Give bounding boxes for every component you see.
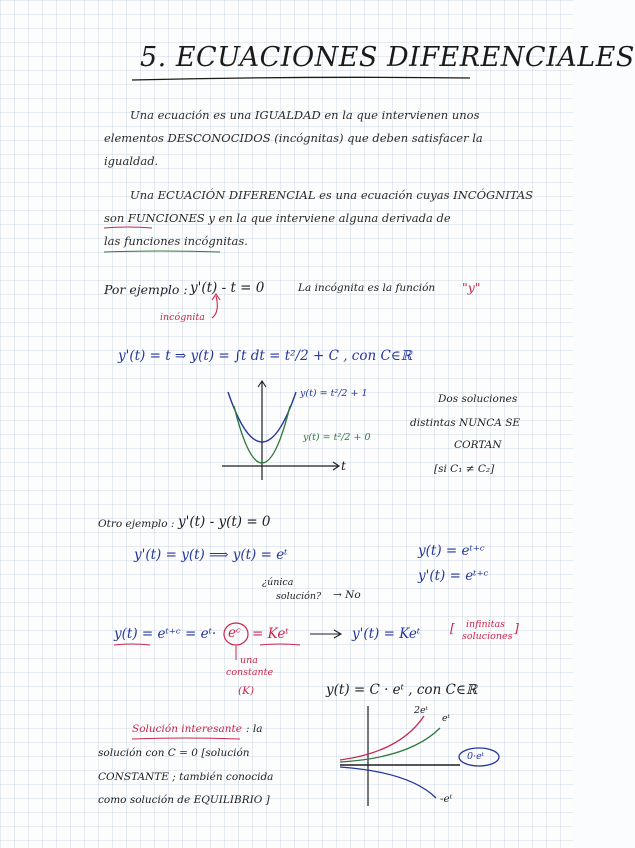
interesting-line-2: solución con C = 0 [solución bbox=[98, 747, 250, 759]
example1-comment: La incógnita es la función bbox=[298, 282, 436, 294]
alt-solution-1: y(t) = eᵗ⁺ᶜ bbox=[418, 543, 485, 559]
alt-solution-2: y'(t) = eᵗ⁺ᶜ bbox=[418, 568, 489, 584]
intro-line-2: elementos DESCONOCIDOS (incógnitas) que deben satisfacer la bbox=[104, 131, 483, 145]
note-line-3: CORTAN bbox=[454, 439, 502, 451]
intro-line-3: igualdad. bbox=[104, 154, 159, 168]
interesting-heading: Solución interesante bbox=[132, 723, 242, 735]
example1-var: "y" bbox=[462, 280, 481, 295]
definition-line-2: son FUNCIONES y en la que interviene alguna derivada de bbox=[104, 211, 451, 225]
unique-answer: → No bbox=[333, 589, 361, 601]
label-zero-et: 0·eᵗ bbox=[467, 751, 485, 762]
infinite-2: soluciones bbox=[462, 631, 513, 642]
label-et: eᵗ bbox=[442, 713, 450, 724]
intro-line-1: Una ecuación es una IGUALDAD en la que intervienen unos bbox=[130, 108, 480, 122]
bracket-open: [ bbox=[450, 620, 455, 635]
example1-solution: y'(t) = t ⇒ y(t) = ∫t dt = t²/2 + C , con C∈ℝ bbox=[118, 348, 412, 364]
infinite-1: infinitas bbox=[466, 619, 506, 630]
interesting-line-4: como solución de EQUILIBRIO ] bbox=[98, 794, 270, 806]
final-solution: y(t) = C · eᵗ , con C∈ℝ bbox=[326, 682, 478, 698]
example2-step: y'(t) = y(t) ⟹ y(t) = eᵗ bbox=[134, 547, 288, 563]
note-line-1: Dos soluciones bbox=[438, 393, 518, 405]
constant-note-1: una bbox=[240, 655, 258, 666]
incognita-label: incógnita bbox=[160, 312, 205, 323]
general-rhs: = Keᵗ bbox=[252, 626, 289, 642]
bracket-close: ] bbox=[514, 620, 519, 635]
label-2et: 2eᵗ bbox=[414, 705, 429, 716]
note-line-4: [si C₁ ≠ C₂] bbox=[434, 463, 495, 475]
example1-equation: y'(t) - t = 0 bbox=[190, 280, 265, 296]
constant-note-3: (K) bbox=[238, 685, 255, 697]
example2-label: Otro ejemplo : bbox=[98, 518, 175, 530]
definition-line-3: las funciones incógnitas. bbox=[104, 234, 248, 248]
curve1-label: y(t) = t²/2 + 1 bbox=[300, 388, 368, 399]
constant-note-2: constante bbox=[226, 667, 274, 678]
page-title: 5. ECUACIONES DIFERENCIALES bbox=[140, 42, 635, 73]
curve-2et bbox=[340, 716, 424, 760]
curve-neg-et bbox=[340, 767, 436, 798]
curve2-label: y(t) = t²/2 + 0 bbox=[303, 432, 371, 443]
example2-equation: y'(t) - y(t) = 0 bbox=[178, 514, 271, 530]
label-neg-et: -eᵗ bbox=[440, 793, 453, 805]
definition-line-1: Una ECUACIÓN DIFERENCIAL es una ecuación cuyas INCÓGNITAS bbox=[130, 188, 534, 202]
general-derivative: y'(t) = Keᵗ bbox=[352, 626, 421, 642]
interesting-line-3: CONSTANTE ; también conocida bbox=[98, 771, 274, 783]
interesting-line-1: : la bbox=[246, 723, 263, 735]
note-line-2: distintas NUNCA SE bbox=[410, 417, 521, 429]
general-lhs: y(t) = eᵗ⁺ᶜ = eᵗ· bbox=[114, 626, 217, 642]
unique-question-1: ¿única bbox=[262, 577, 294, 588]
axis-t-label: t bbox=[341, 458, 347, 473]
circled-constant: eᶜ bbox=[228, 625, 241, 641]
unique-question-2: solución? bbox=[276, 591, 322, 602]
example1-label: Por ejemplo : bbox=[104, 282, 188, 297]
